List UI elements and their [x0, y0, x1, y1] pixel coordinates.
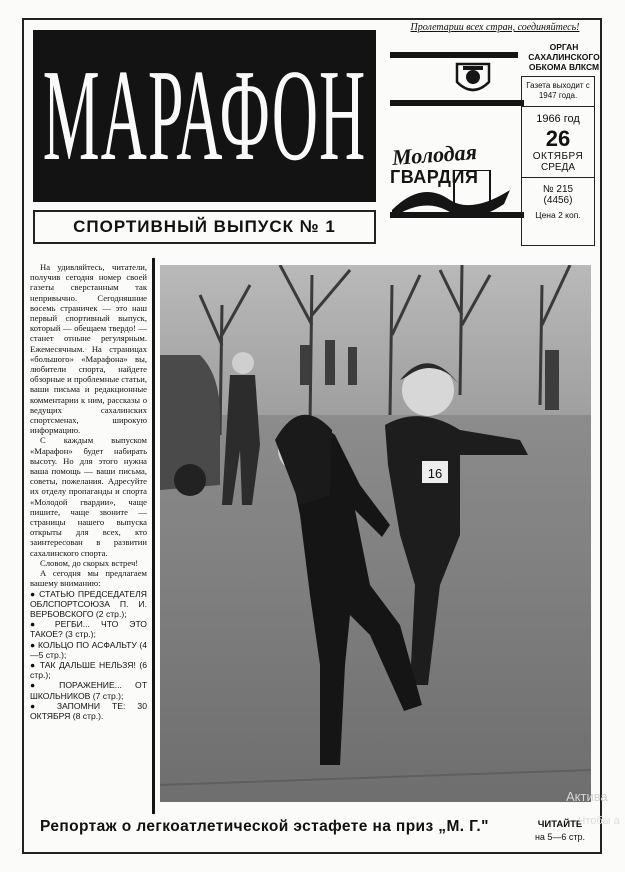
- contents-item: ● КОЛЬЦО ПО АСФАЛЬТУ (4—5 стр.);: [30, 639, 147, 660]
- relay-photo-image: [160, 265, 591, 802]
- logo-word-molodaya: Молодая: [391, 139, 478, 170]
- issue-month: ОКТЯБРЯ: [532, 151, 584, 162]
- masthead-title: МАРАФОН: [42, 42, 367, 188]
- slogan: Пролетарии всех стран, соединяйтесь!: [410, 22, 580, 33]
- issue-weekday: СРЕДА: [522, 162, 594, 178]
- issue-info-box: [521, 76, 595, 246]
- wave-emblem-icon: [392, 170, 512, 228]
- contents-item: ● ТАК ДАЛЬШЕ НЕЛЬЗЯ! (6 стр.);: [30, 659, 147, 681]
- read-more-pages: на 5—6 стр.: [534, 832, 586, 842]
- column-paragraph: На удивляйтесь, читатели, получив сегодня номер своей газеты сверстанным так непривычно. Сегодняшние восемь страничек — это наш первый спортивный выпуск, который — обещаем твердо! — станет отныне регулярным. Ежемесячным. На страницах «большого» «Марафона» вы, любители спорта, найдете обзорные и проблемные статьи, ваши письма и редакционные комментарии к ним, рассказы о ведущих сахалинских спортсменах, широкую информацию.: [30, 262, 147, 436]
- newspaper-logo: [390, 52, 525, 242]
- logo-bar-top: [390, 52, 518, 58]
- contents-item: ● СТАТЬЮ ПРЕДСЕДАТЕЛЯ ОБЛСПОРТСОЮЗА П. И. ВЕРБОВСКОГО (2 стр.);: [30, 588, 147, 619]
- logo-bar-mid: [390, 100, 524, 106]
- photo-caption: Репортаж о легкоатлетической эстафете на приз „М. Г.": [40, 818, 489, 835]
- issue-total-number: (4456): [543, 195, 573, 206]
- contents-item: ● РЕГБИ... ЧТО ЭТО ТАКОЕ? (3 стр.);: [30, 619, 147, 640]
- logo-word-gvardiya: ГВАРДИЯ: [390, 167, 479, 187]
- read-more-label: ЧИТАЙТЕ: [537, 819, 583, 830]
- contents-item: ● ЗАПОМНИ ТЕ: 30 ОКТЯБРЯ (8 стр.).: [30, 700, 147, 721]
- column-paragraph: А сегодня мы предлагаем вашему вниманию:: [30, 568, 147, 589]
- activation-watermark: Актива: [566, 789, 608, 804]
- runner-bib-number: 16: [427, 466, 443, 481]
- komsomol-badge-icon: [453, 60, 493, 100]
- editorial-column: [30, 262, 147, 817]
- activation-watermark-sub: Чтобы а: [578, 815, 620, 827]
- issue-day: 26: [545, 126, 571, 151]
- column-paragraph: С каждым выпуском «Марафон» будет набирать высоту. Но для этого нужна ваша помощь — ваши письма, советы, пожелания. Адресуйте их отделу пропаганды и спорта «Молодой гвардии», чаще пишите, чаще звоните — страницы нашего выпуска открыты для всех, кто заинтересован в развитии сахалинского спорта.: [30, 435, 147, 558]
- organ-label: ОРГАН САХАЛИНСКОГО ОБКОМА ВЛКСМ: [528, 42, 600, 72]
- issue-price: Цена 2 коп.: [535, 210, 581, 220]
- contents-item: ● ПОРАЖЕНИЕ... ОТ ШКОЛЬНИКОВ (7 стр.);: [30, 680, 147, 701]
- masthead: [33, 30, 376, 202]
- issue-year: 1966 год: [536, 113, 580, 125]
- column-paragraph: Словом, до скорых встреч!: [40, 557, 139, 568]
- issue-subtitle: СПОРТИВНЫЙ ВЫПУСК № 1: [33, 210, 376, 244]
- since-label: Газета выходит с 1947 года.: [522, 77, 594, 107]
- issue-number: № 215: [542, 184, 574, 195]
- relay-photo: [160, 265, 591, 802]
- column-divider: [152, 258, 155, 814]
